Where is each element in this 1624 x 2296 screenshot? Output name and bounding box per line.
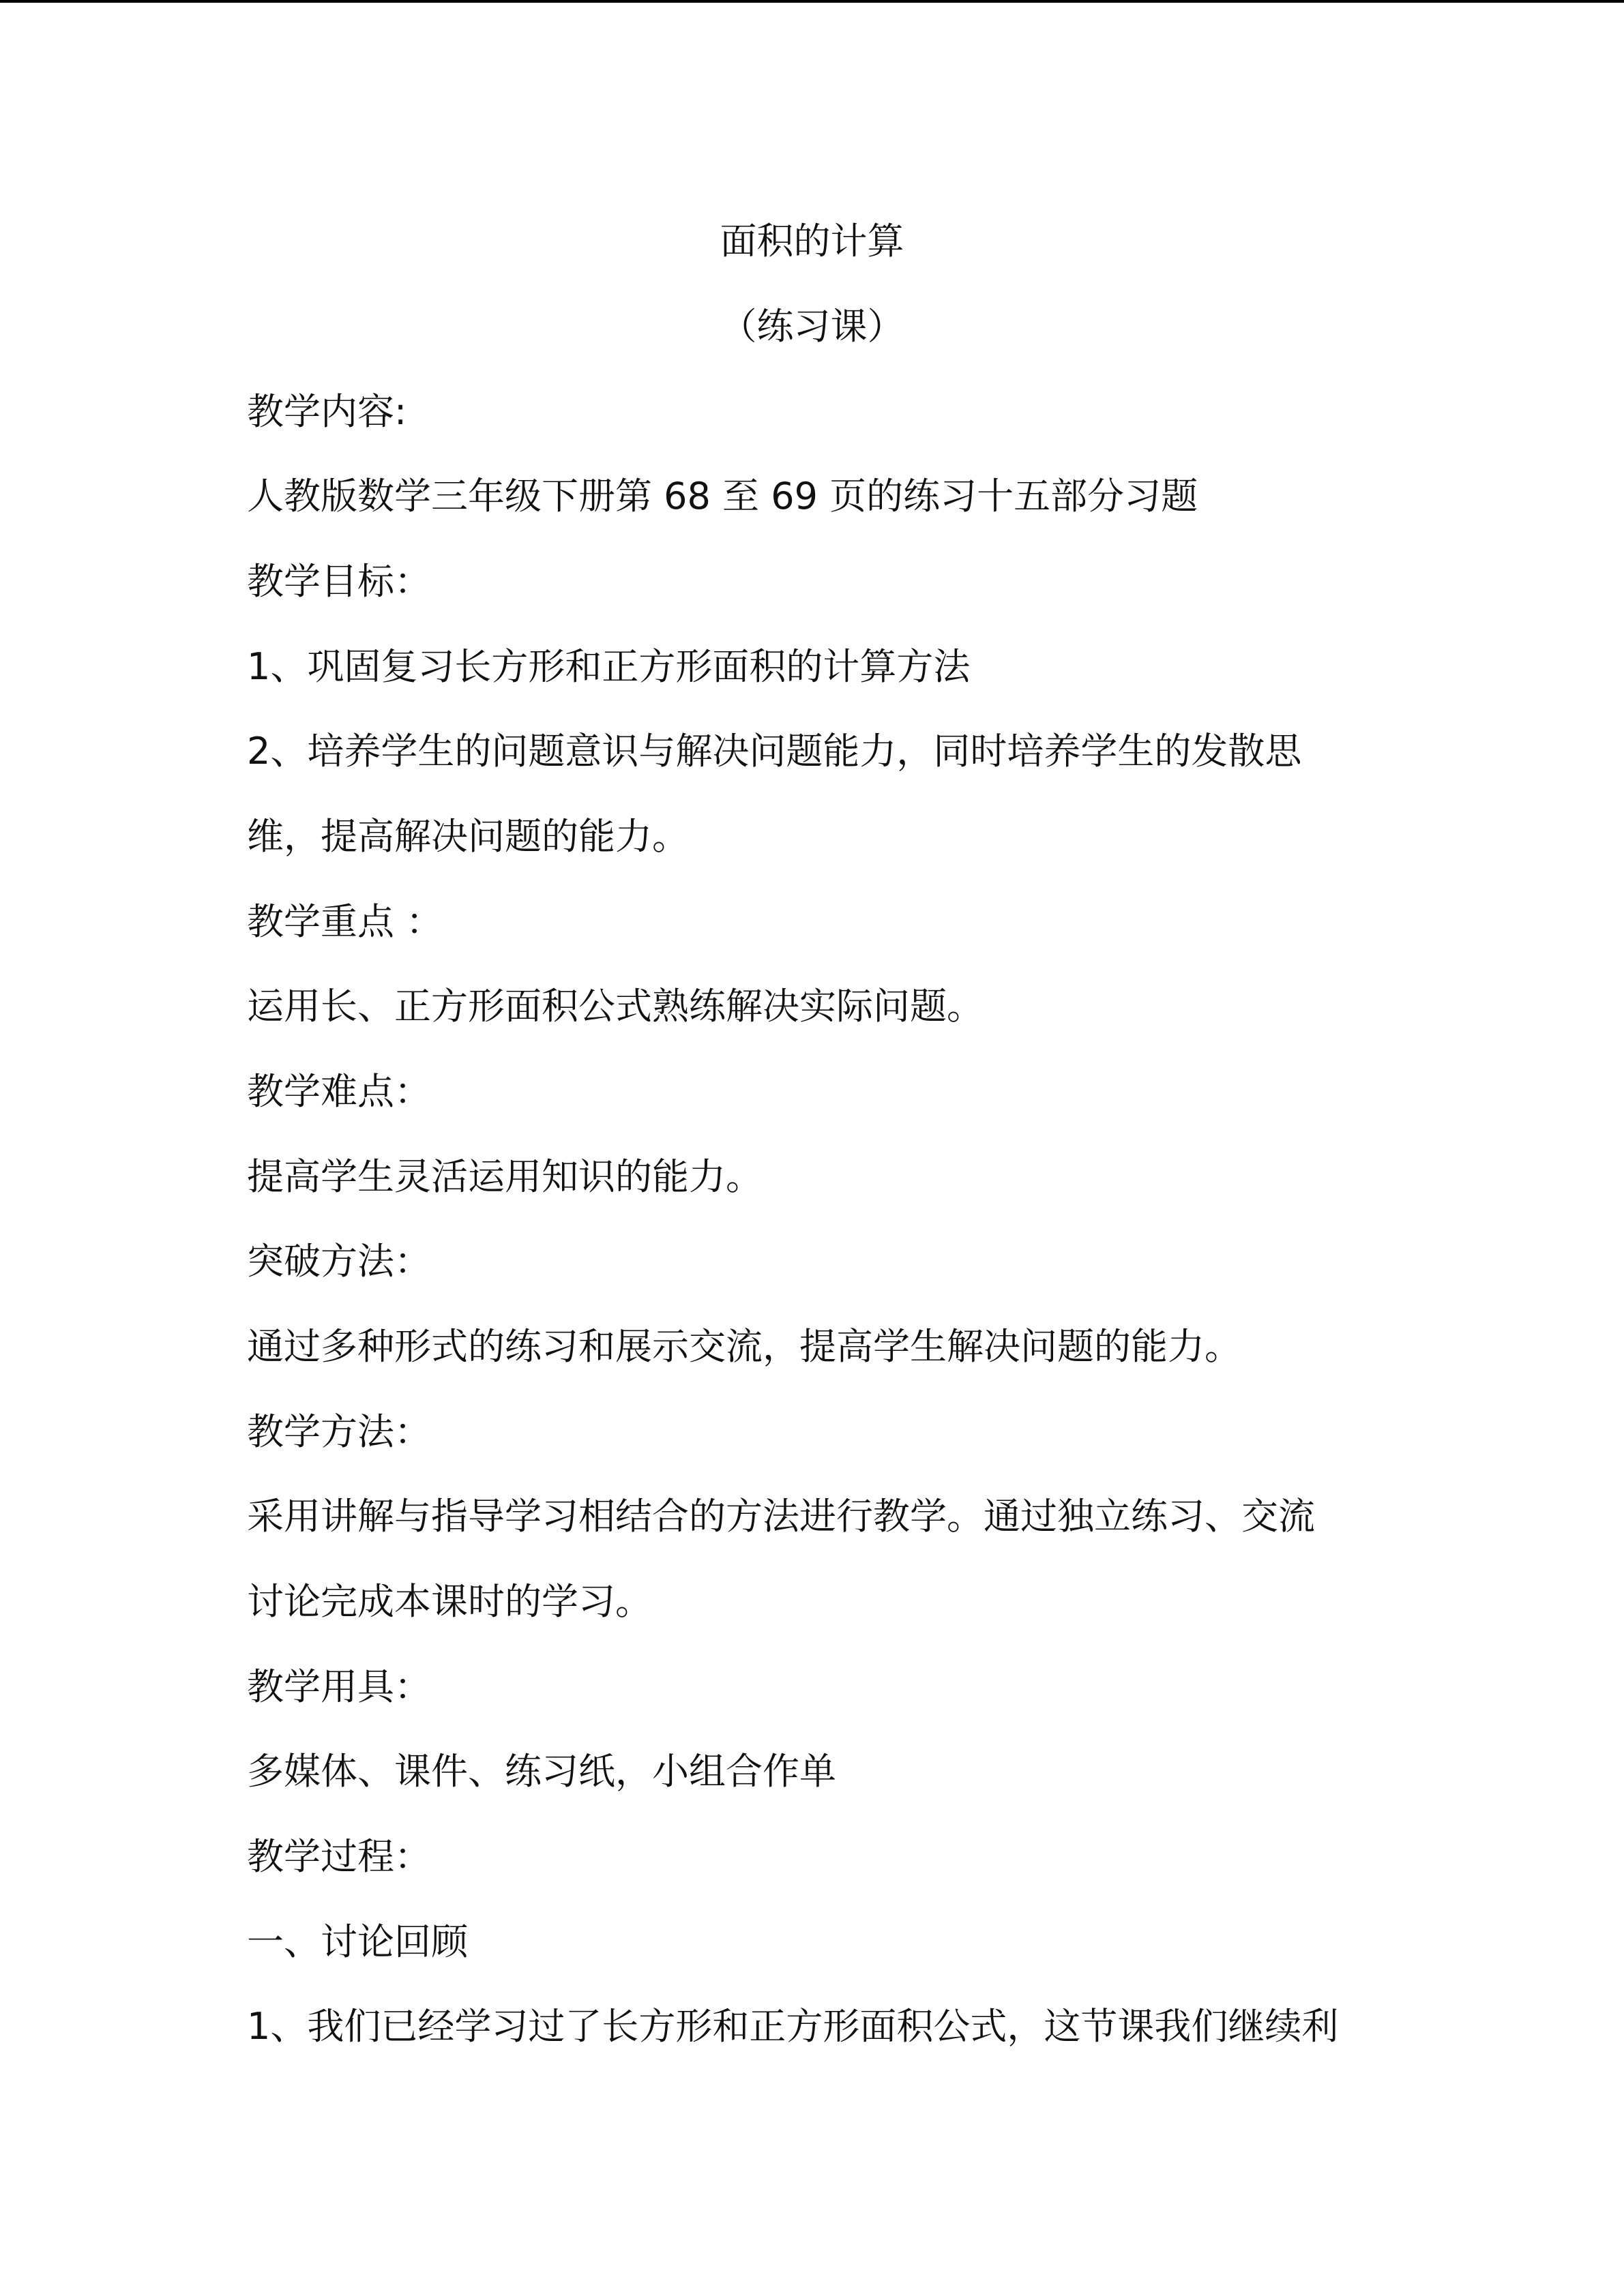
paragraph-line: 多媒体、课件、练习纸，小组合作单 [247, 1750, 836, 1793]
paragraph-line: 1、巩固复习长方形和正方形面积的计算方法 [247, 645, 971, 688]
document-title: 面积的计算 [720, 220, 904, 263]
paragraph-line: 维，提高解决问题的能力。 [247, 815, 689, 858]
section-heading-process: 教学过程： [247, 1835, 431, 1878]
section-heading-methods: 教学方法： [247, 1410, 431, 1453]
section-heading-difficulties: 教学难点： [247, 1070, 431, 1113]
paragraph-line: 讨论完成本课时的学习。 [247, 1580, 652, 1623]
section-heading-breakthrough: 突破方法： [247, 1240, 431, 1283]
section-heading-content: 教学内容: [247, 390, 407, 433]
paragraph-line: 提高学生灵活运用知识的能力。 [247, 1155, 763, 1198]
paragraph-line: 通过多种形式的练习和展示交流，提高学生解决问题的能力。 [247, 1325, 1241, 1368]
section-heading-key-points: 教学重点 ： [247, 900, 443, 943]
paragraph-line: 采用讲解与指导学习相结合的方法进行教学。通过独立练习、交流 [247, 1495, 1315, 1538]
paragraph-line: 一、讨论回顾 [247, 1920, 468, 1963]
paragraph-line: 运用长、正方形面积公式熟练解决实际问题。 [247, 985, 984, 1028]
document-subtitle: （练习课） [720, 305, 904, 348]
paragraph-line: 人教版数学三年级下册第 68 至 69 页的练习十五部分习题 [247, 475, 1198, 518]
section-heading-tools: 教学用具： [247, 1665, 431, 1708]
paragraph-line: 2、培养学生的问题意识与解决问题能力，同时培养学生的发散思 [247, 730, 1302, 773]
section-heading-objectives: 教学目标： [247, 560, 431, 603]
paragraph-line: 1、我们已经学习过了长方形和正方形面积公式，这节课我们继续利 [247, 2005, 1339, 2048]
